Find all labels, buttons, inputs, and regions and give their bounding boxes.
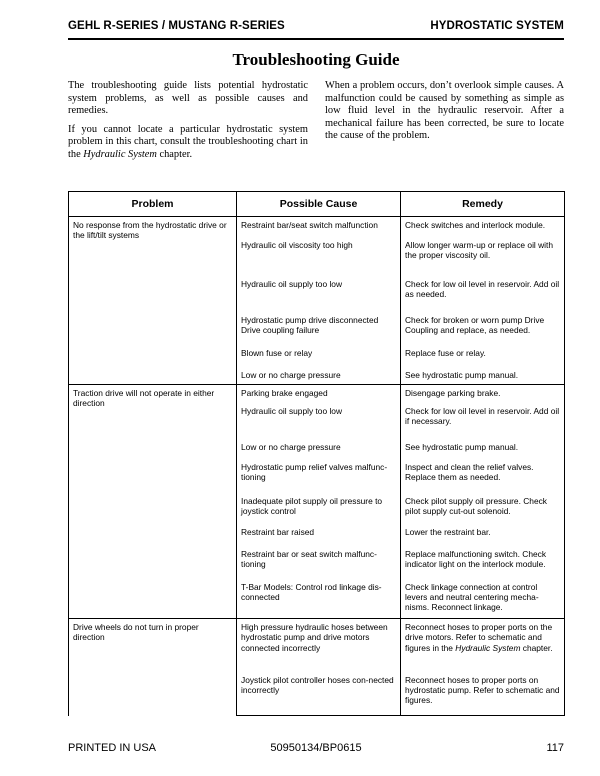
cause-cell: Hydrostatic pump relief valves malfunc-tioning	[237, 459, 401, 493]
remedy-cell: Replace fuse or relay.	[401, 345, 565, 367]
remedy-cell: See hydrostatic pump manual.	[401, 367, 565, 385]
remedy-cell: Lower the restraint bar.	[401, 524, 565, 546]
intro-paragraph-2: If you cannot locate a particular hydrostatic system problem in this chart, consult the troubleshooting chart in the Hydraulic System chapter.	[68, 123, 308, 160]
cause-cell: Restraint bar raised	[237, 524, 401, 546]
cause-cell: Low or no charge pressure	[237, 367, 401, 385]
remedy-cell: Check for low oil level in reservoir. Add oil if necessary.	[401, 403, 565, 439]
header-rule	[68, 38, 564, 40]
intro-paragraph-1: The troubleshooting guide lists potential hydrostatic system problems, as well as possible causes and remedies.	[68, 80, 308, 117]
remedy-cell: Replace malfunctioning switch. Check indicator light on the interlock module.	[401, 546, 565, 579]
footer-printed: PRINTED IN USA	[68, 742, 157, 754]
remedy-cell: Reconnect hoses to proper ports on the drive motors. Refer to schematic and figures in the Hydraulic System chapter.	[401, 619, 565, 672]
cause-cell: High pressure hydraulic hoses between hydrostatic pump and drive motors connected incorrectly	[237, 619, 401, 672]
remedy-cell: See hydrostatic pump manual.	[401, 439, 565, 459]
header-possible-cause: Possible Cause	[237, 192, 401, 217]
header-problem: Problem	[69, 192, 237, 217]
intro-paragraph-3: When a problem occurs, don’t overlook simple causes. A malfunction could be caused by something as simple as low fluid level in the hydraulic reservoir. After a mechanical failure has been corrected, be sure to locate the cause of the problem.	[325, 80, 564, 142]
cause-cell: Hydraulic oil supply too low	[237, 403, 401, 439]
cause-cell: Parking brake engaged	[237, 385, 401, 403]
cause-cell: Hydraulic oil supply too low	[237, 276, 401, 312]
page-number: 117	[546, 742, 564, 754]
intro-right-column	[325, 80, 564, 149]
cause-cell: Inadequate pilot supply oil pressure to joystick control	[237, 493, 401, 524]
page-title: Troubleshooting Guide	[232, 50, 400, 69]
problem-cell: No response from the hydrostatic drive or the lift/tilt systems	[69, 217, 237, 385]
problem-cell: Drive wheels do not turn in proper direction	[69, 619, 237, 716]
cause-cell: Hydraulic oil viscosity too high	[237, 237, 401, 276]
remedy-cell: Check for broken or worn pump Drive Coupling and replace, as needed.	[401, 312, 565, 345]
cause-cell: Low or no charge pressure	[237, 439, 401, 459]
remedy-cell: Disengage parking brake.	[401, 385, 565, 403]
problem-cell: Traction drive will not operate in either direction	[69, 385, 237, 619]
cause-cell: Hydrostatic pump drive disconnected Drive coupling failure	[237, 312, 401, 345]
cause-cell: Blown fuse or relay	[237, 345, 401, 367]
table-row	[69, 385, 565, 403]
remedy-cell: Check switches and interlock module.	[401, 217, 565, 237]
table-header-row	[69, 192, 565, 217]
page-footer	[68, 742, 564, 756]
header-section: HYDROSTATIC SYSTEM	[430, 20, 564, 32]
remedy-cell: Allow longer warm-up or replace oil with the proper viscosity oil.	[401, 237, 565, 276]
remedy-cell: Check pilot supply oil pressure. Check pilot supply cut-out solenoid.	[401, 493, 565, 524]
remedy-cell: Check linkage connection at control levers and neutral centering mecha-nisms. Reconnect linkage.	[401, 579, 565, 619]
remedy-cell: Reconnect hoses to proper ports on hydrostatic pump. Refer to schematic and figures.	[401, 672, 565, 716]
table-row	[69, 217, 565, 237]
troubleshooting-table	[68, 191, 565, 716]
intro-left-column	[68, 80, 308, 168]
page-header	[68, 20, 564, 36]
footer-part-number: 50950134/BP0615	[270, 742, 362, 754]
cause-cell: T-Bar Models: Control rod linkage dis-connected	[237, 579, 401, 619]
cause-cell: Restraint bar or seat switch malfunc-tioning	[237, 546, 401, 579]
cause-cell: Joystick pilot controller hoses con-nected incorrectly	[237, 672, 401, 716]
table-row	[69, 619, 565, 672]
remedy-cell: Check for low oil level in reservoir. Add oil as needed.	[401, 276, 565, 312]
header-remedy: Remedy	[401, 192, 565, 217]
header-series: GEHL R-SERIES / MUSTANG R-SERIES	[68, 20, 285, 32]
remedy-cell: Inspect and clean the relief valves. Replace them as needed.	[401, 459, 565, 493]
cause-cell: Restraint bar/seat switch malfunction	[237, 217, 401, 237]
